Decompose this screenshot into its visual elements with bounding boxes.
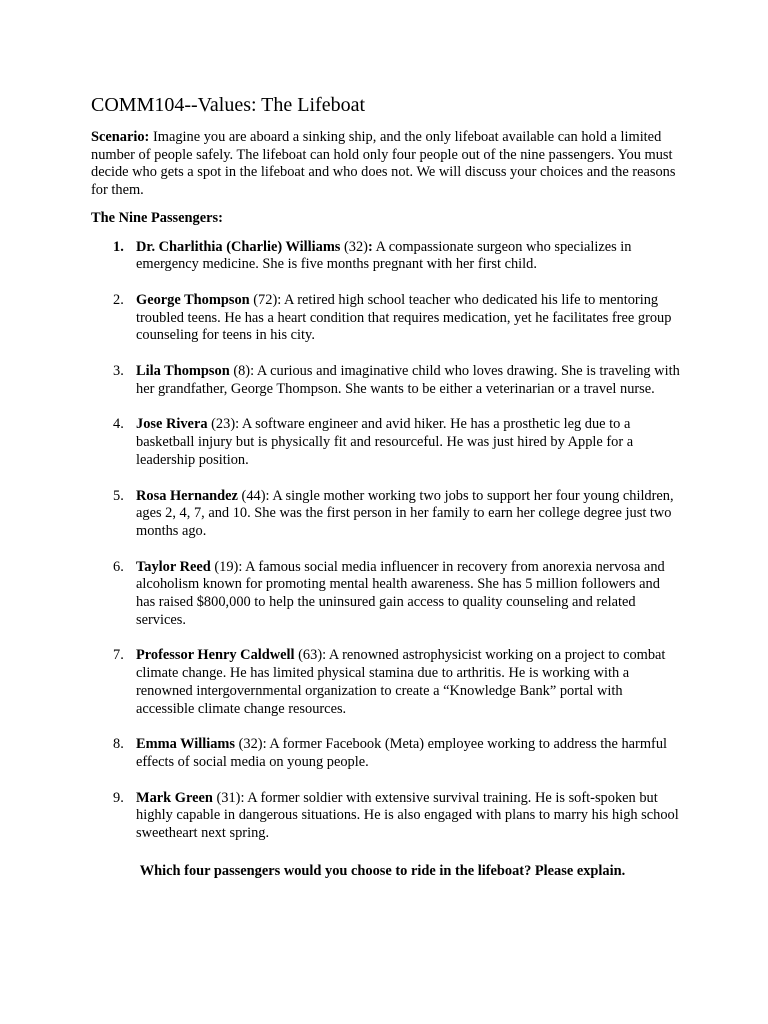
passenger-number: 6. (113, 558, 124, 575)
passenger-colon: : (262, 736, 267, 753)
passenger-name: Rosa Hernandez (136, 487, 238, 504)
scenario-paragraph (91, 129, 681, 199)
passenger-number: 4. (113, 416, 124, 433)
passenger-name: Professor Henry Caldwell (136, 647, 295, 664)
passenger-description: A former Facebook (Meta) employee working to address the harmful effects of social media on young people. (136, 736, 668, 770)
passenger-name: Taylor Reed (136, 558, 211, 575)
passenger-age: (32) (235, 736, 263, 753)
passenger-age: (8) (229, 363, 251, 380)
passenger-number: 7. (113, 647, 124, 664)
passenger-name: George Thompson (136, 291, 250, 308)
passenger-item (91, 559, 681, 630)
passenger-item (91, 647, 681, 718)
passenger-description: A former soldier with extensive survival training. He is soft-spoken but highly capable in dangerous situations. He is also engaged with plans to marry his high school sweetheart next spring. (136, 789, 679, 842)
passenger-colon: : (238, 558, 243, 575)
passenger-number: 9. (113, 789, 124, 806)
passenger-item (91, 790, 681, 843)
passenger-item (91, 416, 681, 469)
passenger-description: A software engineer and avid hiker. He has a prosthetic leg due to a basketball injury but is physically fit and resourceful. He was just hired by Apple for a leadership position. (136, 416, 634, 468)
passenger-name: Mark Green (136, 789, 213, 806)
passenger-list (91, 239, 681, 843)
passenger-number: 5. (113, 487, 124, 504)
closing-question: Which four passengers would you choose to ride in the lifeboat? Please explain. (139, 862, 626, 879)
scenario-label: Scenario: (91, 129, 150, 145)
passenger-description: A single mother working two jobs to support her four young children, ages 2, 4, 7, and 10. She was the first person in her family to earn her college degree just two months ago. (136, 487, 674, 539)
passenger-number: 3. (113, 363, 124, 380)
passenger-item (91, 239, 681, 274)
passenger-description: A renowned astrophysicist working on a project to combat climate change. He has limited physical stamina due to arthritis. He is working with a renowned intergovernmental organization to create a “Knowledge Bank” portal with accessible climate change resources. (136, 647, 666, 717)
passengers-heading: The Nine Passengers: (91, 210, 223, 226)
passenger-number: 8. (113, 736, 124, 753)
scenario-text: Imagine you are aboard a sinking ship, and the only lifeboat available can hold a limited number of people safely. The lifeboat can hold only four people out of the nine passengers. You must decide who gets a spot in the lifeboat and who does not. We will discuss your choices and the reasons for them. (91, 129, 676, 198)
passenger-number: 1. (113, 238, 124, 255)
passenger-colon: : (265, 487, 270, 504)
passenger-item (91, 292, 681, 345)
passenger-colon: : (250, 363, 255, 380)
document-title: COMM104--Values: The Lifeboat (91, 94, 366, 116)
passenger-item (91, 488, 681, 541)
passenger-name: Jose Rivera (136, 416, 208, 433)
passenger-colon: : (322, 647, 327, 664)
passenger-item (91, 363, 681, 398)
passenger-age: (23) (207, 416, 236, 433)
passenger-age: (19) (210, 558, 239, 575)
passenger-age: (31) (212, 789, 241, 806)
document-page (91, 92, 681, 880)
passenger-description: A famous social media influencer in recovery from anorexia nervosa and alcoholism known for promoting mental health awareness. She has 5 million followers and has raised $800,000 to help the uninsured gain access to quality counseling and related services. (136, 558, 665, 628)
passenger-age: (63) (294, 647, 323, 664)
passenger-number: 2. (113, 291, 124, 308)
passenger-age: (44) (237, 487, 266, 504)
passenger-colon: : (240, 789, 245, 806)
passenger-item (91, 736, 681, 771)
passenger-description: A curious and imaginative child who loves drawing. She is traveling with her grandfather, George Thompson. She wants to be either a veterinarian or a travel nurse. (136, 363, 680, 397)
passenger-colon: : (235, 416, 240, 433)
passenger-description: A compassionate surgeon who specializes in emergency medicine. She is five months pregnant with her first child. (136, 238, 632, 273)
passenger-name: Lila Thompson (136, 363, 230, 380)
passenger-colon: : (277, 291, 282, 308)
passenger-age: (32) (340, 238, 368, 255)
passenger-name: Dr. Charlithia (Charlie) Williams (136, 238, 341, 255)
passenger-name: Emma Williams (136, 736, 236, 753)
passenger-age: (72) (249, 291, 278, 308)
passenger-description: A retired high school teacher who dedicated his life to mentoring troubled teens. He has a heart condition that requires medication, yet he facilitates free group counseling for teens in his city. (136, 291, 672, 344)
passenger-colon: : (367, 238, 373, 255)
